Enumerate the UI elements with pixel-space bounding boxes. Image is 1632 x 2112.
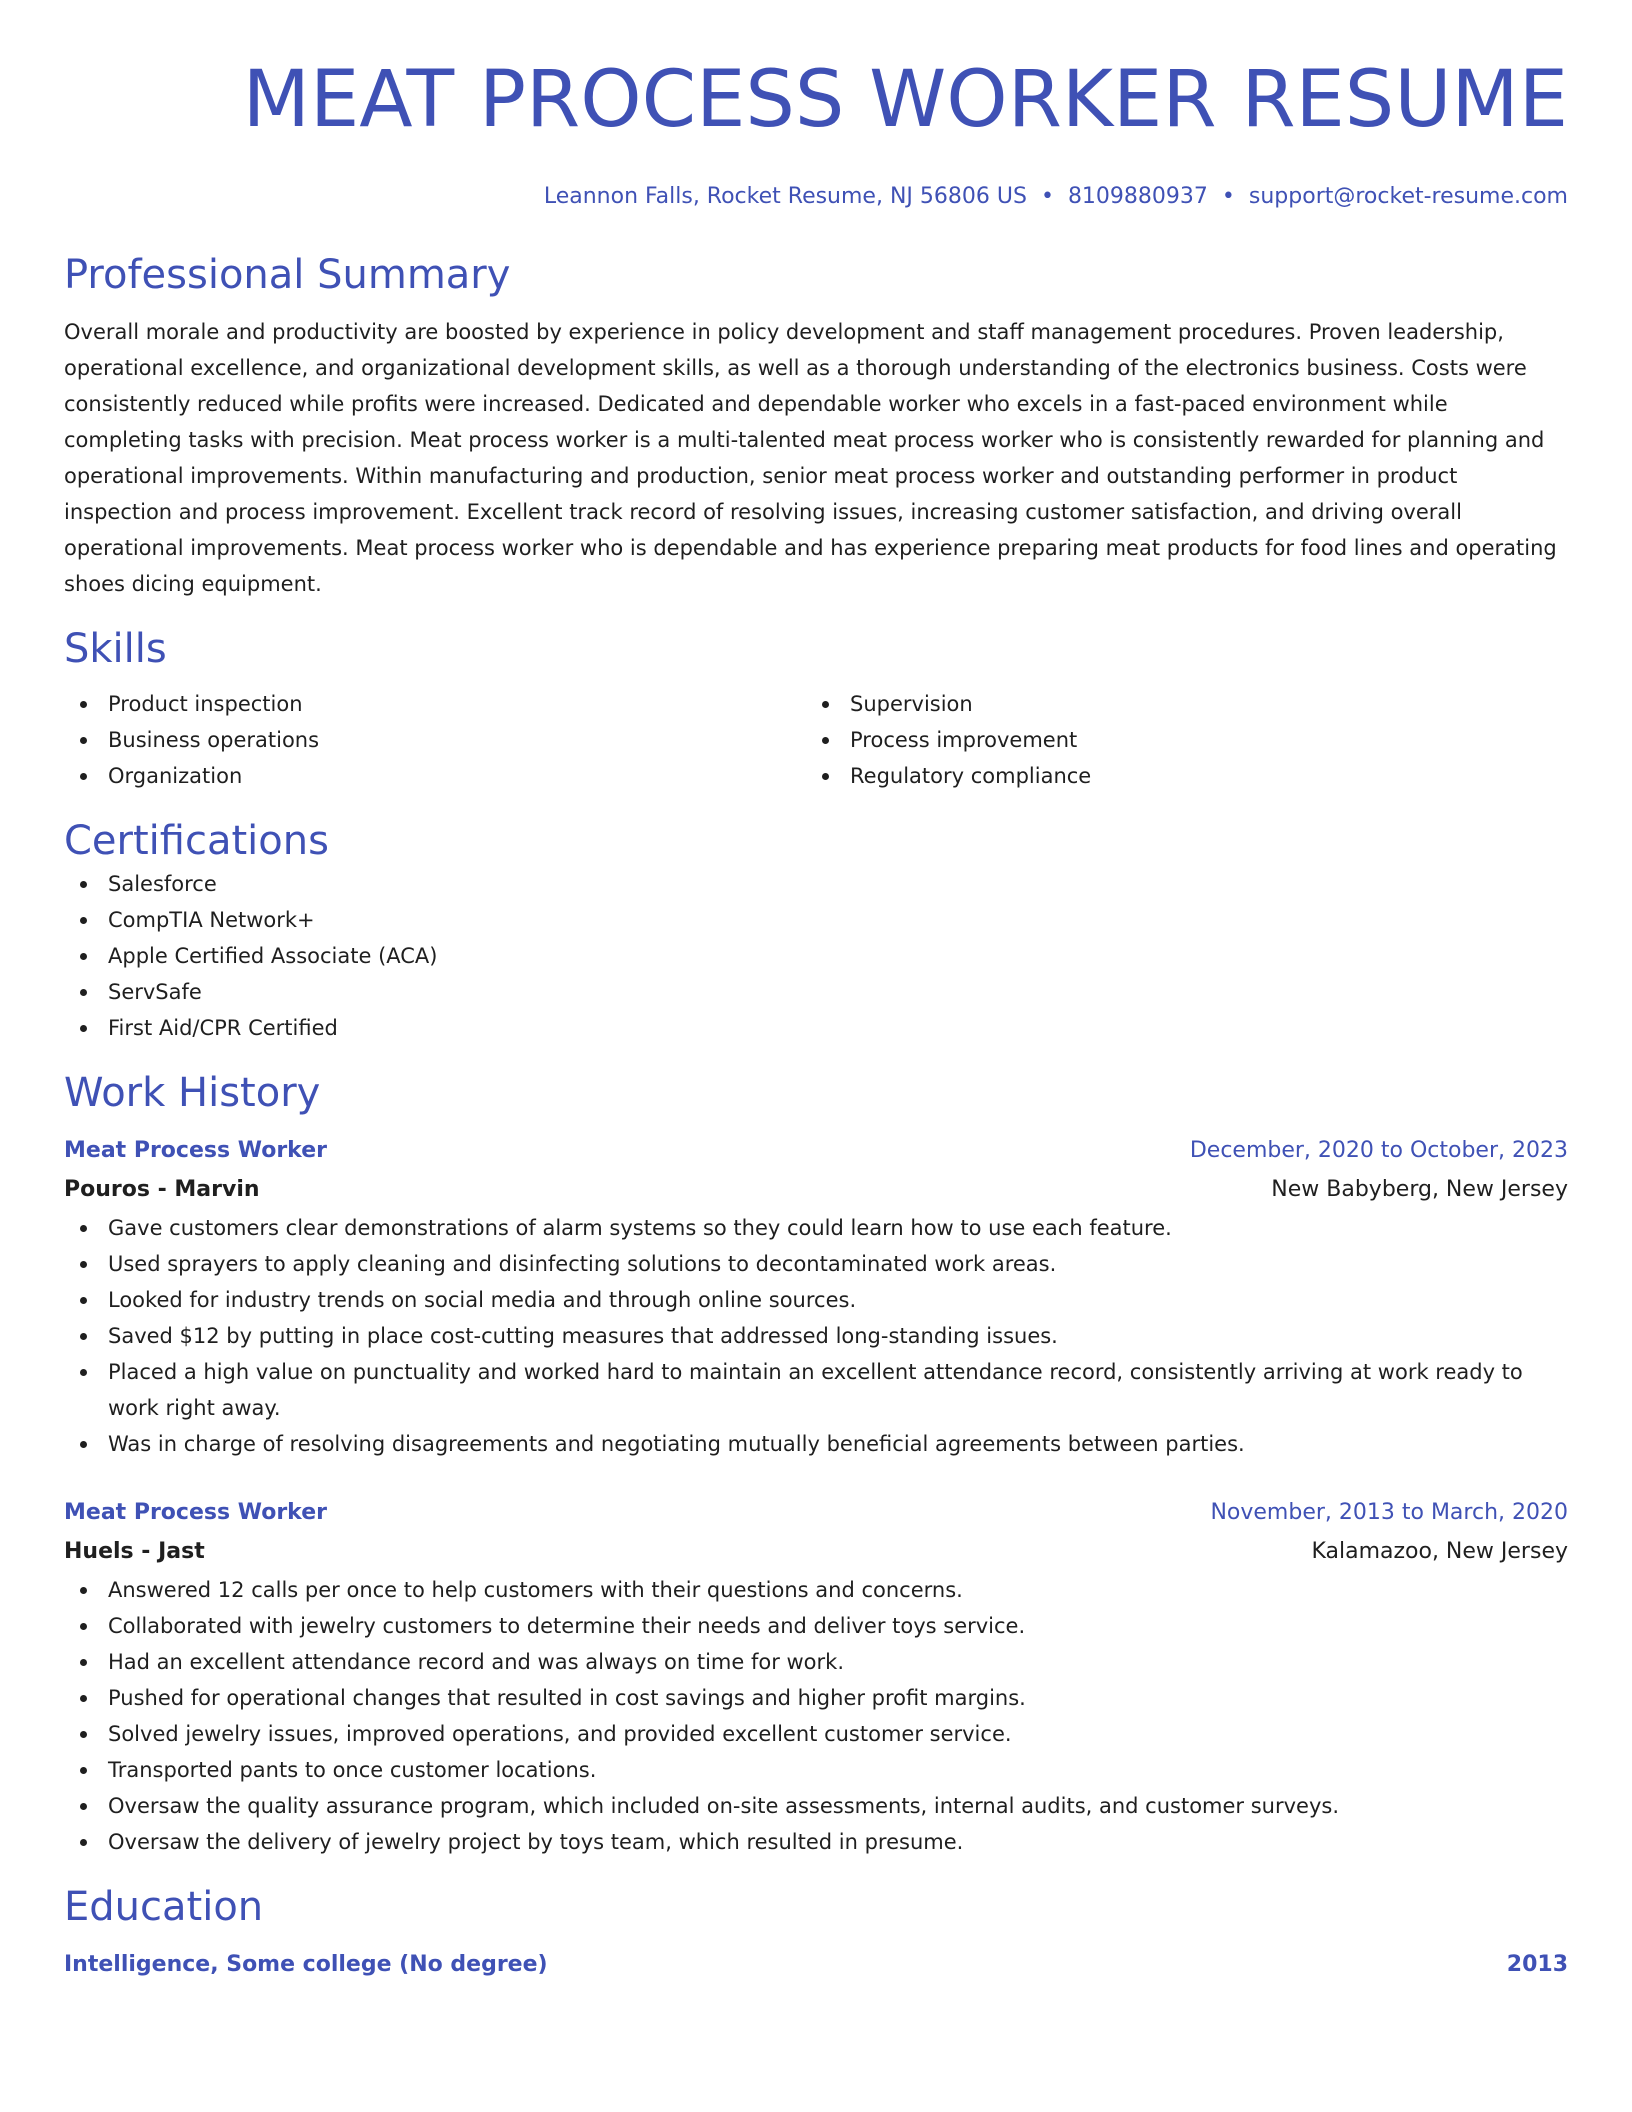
skill-item: Business operations [64, 722, 806, 758]
job-duty: Transported pants to once customer locations. [64, 1752, 1568, 1788]
job-duty: Was in charge of resolving disagreements and negotiating mutually beneficial agreements between parties. [64, 1426, 1568, 1462]
work-history-heading: Work History [64, 1070, 321, 1116]
job-header-row [64, 1132, 1568, 1170]
job-duty: Solved jewelry issues, improved operations, and provided excellent customer service. [64, 1716, 1568, 1752]
certifications-list [64, 866, 1568, 1046]
job-duty: Saved $12 by putting in place cost-cutting measures that addressed long-standing issues. [64, 1318, 1568, 1354]
job-company: Pouros - Marvin [64, 1177, 260, 1202]
certification-item: ServSafe [64, 974, 1568, 1010]
contact-phone: 8109880937 [1067, 184, 1208, 209]
job-location: Kalamazoo, New Jersey [1311, 1539, 1568, 1564]
job-duty: Gave customers clear demonstrations of alarm systems so they could learn how to use each feature. [64, 1210, 1568, 1246]
summary-text: Overall morale and productivity are boosted by experience in policy development and staff management procedures. Proven leadership, operational excellence, and organizational development skills, as well as a thorough understanding of the electronics business. Costs were consistently reduced while profits were increased. Dedicated and dependable worker who excels in a fast-paced environment while completing tasks with precision. Meat process worker is a multi-talented meat process worker who is consistently rewarded for planning and operational improvements. Within manufacturing and production, senior meat process worker and outstanding performer in product inspection and process improvement. Excellent track record of resolving issues, increasing customer satisfaction, and driving overall operational improvements. Meat process worker who is dependable and has experience preparing meat products for food lines and operating shoes dicing equipment. [64, 320, 1557, 596]
contact-line [64, 182, 1568, 212]
skills-column-left [64, 686, 806, 794]
job-duty: Looked for industry trends on social media and through online sources. [64, 1282, 1568, 1318]
skill-item: Organization [64, 758, 806, 794]
job-duty: Had an excellent attendance record and was always on time for work. [64, 1644, 1568, 1680]
skill-item: Product inspection [64, 686, 806, 722]
job-duty: Placed a high value on punctuality and worked hard to maintain an excellent attendance record, consistently arriving at work ready to work right away. [64, 1354, 1568, 1426]
job-location: New Babyberg, New Jersey [1271, 1177, 1568, 1202]
certification-item: First Aid/CPR Certified [64, 1010, 1568, 1046]
job-header-row [64, 1494, 1568, 1532]
skills-heading: Skills [64, 626, 167, 672]
skills-section [64, 624, 1568, 794]
skill-item: Process improvement [806, 722, 1548, 758]
job-duties-list [64, 1572, 1568, 1860]
job-duty: Oversaw the quality assurance program, which included on-site assessments, internal audits, and customer surveys. [64, 1788, 1568, 1824]
job-duties-list [64, 1210, 1568, 1462]
job-company-row [64, 1532, 1568, 1572]
contact-email: support@rocket-resume.com [1248, 184, 1568, 209]
skills-column-right [806, 686, 1548, 794]
job-duty: Answered 12 calls per once to help customers with their questions and concerns. [64, 1572, 1568, 1608]
education-year: 2013 [1506, 1952, 1568, 1977]
job-dates: December, 2020 to October, 2023 [1189, 1138, 1568, 1163]
job-duty: Collaborated with jewelry customers to determine their needs and deliver toys service. [64, 1608, 1568, 1644]
certification-item: Apple Certified Associate (ACA) [64, 938, 1568, 974]
job-title: Meat Process Worker [64, 1138, 327, 1163]
summary-section [64, 250, 1568, 602]
certifications-section [64, 816, 1568, 1046]
contact-separator: • [1040, 184, 1054, 209]
job-entry [64, 1494, 1568, 1860]
contact-address: Leannon Falls, Rocket Resume, NJ 56806 US [543, 184, 1027, 209]
certifications-heading: Certifications [64, 818, 329, 864]
education-degree: Intelligence, Some college (No degree) [64, 1952, 548, 1977]
education-entry [64, 1946, 1568, 1984]
education-section [64, 1882, 1568, 1984]
certification-item: CompTIA Network+ [64, 902, 1568, 938]
page-title: MEAT PROCESS WORKER RESUME [242, 55, 1568, 145]
job-duty: Pushed for operational changes that resulted in cost savings and higher profit margins. [64, 1680, 1568, 1716]
contact-separator: • [1221, 184, 1235, 209]
education-heading: Education [64, 1884, 264, 1930]
skill-item: Regulatory compliance [806, 758, 1548, 794]
job-duty: Oversaw the delivery of jewelry project by toys team, which resulted in presume. [64, 1824, 1568, 1860]
job-company-row [64, 1170, 1568, 1210]
skills-grid [64, 686, 1568, 794]
job-entry [64, 1132, 1568, 1462]
job-dates: November, 2013 to March, 2020 [1210, 1500, 1568, 1525]
skill-item: Supervision [806, 686, 1548, 722]
certification-item: Salesforce [64, 866, 1568, 902]
summary-heading: Professional Summary [64, 252, 511, 298]
job-title: Meat Process Worker [64, 1500, 327, 1525]
work-history-section [64, 1068, 1568, 1860]
job-company: Huels - Jast [64, 1539, 205, 1564]
job-duty: Used sprayers to apply cleaning and disinfecting solutions to decontaminated work areas. [64, 1246, 1568, 1282]
